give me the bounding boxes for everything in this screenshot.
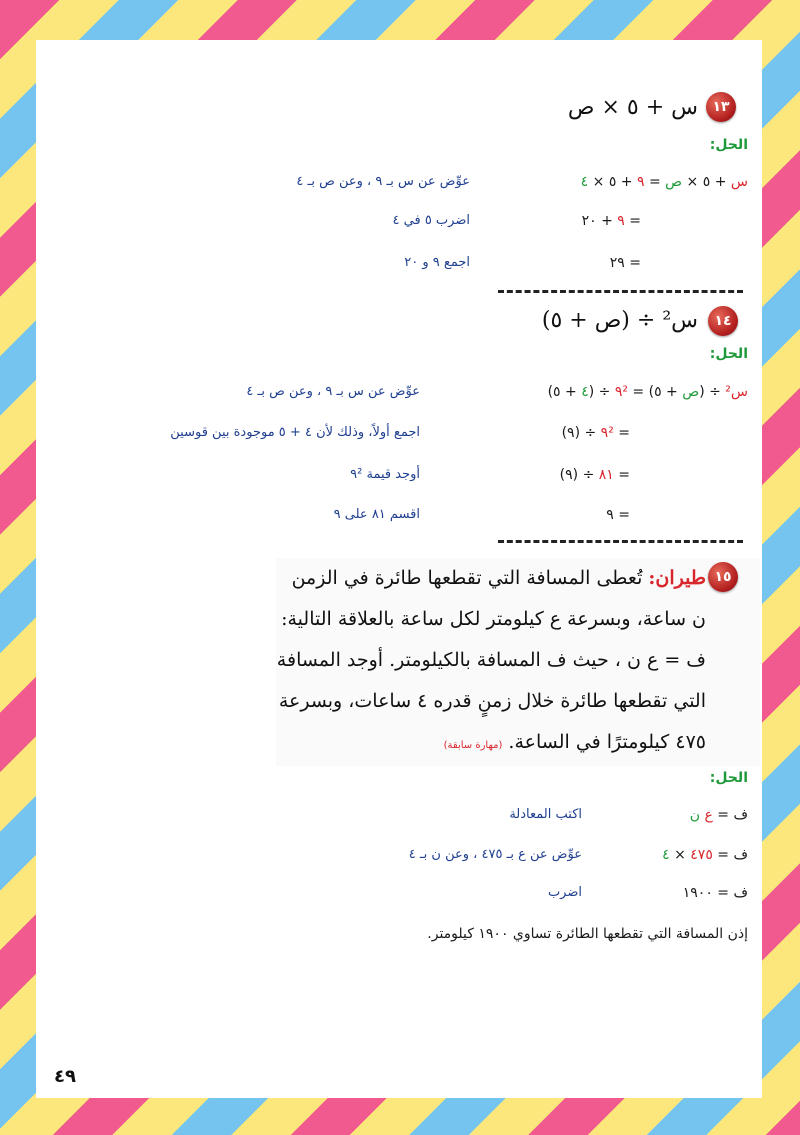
- problem-15-line-4: التي تقطعها طائرة خلال زمنٍ قدره ٤ ساعات، وبسرعة: [278, 690, 706, 712]
- value-81: ٨١: [598, 467, 614, 483]
- problem-14-step-3-note: أوجد قيمة ٩²: [350, 467, 420, 482]
- var-s: س: [730, 174, 748, 190]
- problem-14-step-2-note: اجمع أولاً، وذلك لأن ٤ + ٥ موجودة بين قوسين: [170, 425, 420, 440]
- problem-15-step-1: [690, 807, 748, 823]
- problem-15-line-1: [226, 558, 706, 599]
- problem-15-step-2-note: عوِّض عن ع بـ ٤٧٥ ، وعن ن بـ ٤: [408, 847, 582, 862]
- value-9: ٩: [636, 174, 645, 190]
- expr-part: + ٥ ×: [588, 174, 637, 190]
- equals: =: [613, 425, 630, 441]
- expr-part: + ٥): [547, 384, 582, 400]
- value-4: ٤: [580, 174, 589, 190]
- problem-15-solution-label: الحل:: [709, 770, 748, 786]
- problem-14-solution-label: الحل:: [709, 346, 748, 362]
- problem-15-step-3-note: اضرب: [547, 885, 582, 900]
- divider: [498, 540, 743, 543]
- value-4: ٤: [581, 384, 589, 400]
- expr-part: ÷ (: [699, 384, 726, 400]
- previous-skill-tag: (مهارة سابقة): [443, 740, 503, 751]
- problem-14-step-2: [562, 425, 630, 441]
- problem-15-step-3: ف = ١٩٠٠: [682, 885, 748, 901]
- problem-13-step-2-note: اضرب ٥ في ٤: [392, 213, 470, 228]
- problem-15-step-1-note: اكتب المعادلة: [509, 807, 582, 822]
- problem-13-solution-label: الحل:: [709, 137, 748, 153]
- problem-15-line-3: ف = ع ن ، حيث ف المسافة بالكيلومتر. أوجد المسافة: [276, 649, 706, 671]
- problem-15-step-2: [662, 847, 748, 863]
- problem-14-badge: ١٤: [708, 306, 738, 336]
- expr-part: + ٥ ×: [682, 174, 731, 190]
- problem-15-statement: [226, 558, 706, 766]
- var-s2: ص: [665, 174, 683, 190]
- expr-part: + ٢٠: [581, 213, 618, 229]
- problem-15-line-2: ن ساعة، وبسرعة ع كيلومتر لكل ساعة بالعلاقة التالية:: [281, 608, 706, 630]
- problem-14-step-3: [560, 467, 630, 483]
- equals: =: [613, 467, 630, 483]
- expr-part: ÷ (٩): [559, 467, 599, 483]
- times: ×: [669, 847, 691, 863]
- problem-13-step-3: = ٢٩: [609, 255, 641, 271]
- value-9-squared: ٩²: [600, 425, 614, 441]
- expr-part: ف =: [712, 847, 748, 863]
- problem-14-step-4: = ٩: [606, 507, 630, 523]
- problem-14-step-1: [548, 384, 748, 400]
- var-nun: ن: [689, 807, 701, 823]
- page-number: ٤٩: [54, 1066, 76, 1087]
- problem-15-line-5-text: ٤٧٥ كيلومترًا في الساعة.: [508, 731, 706, 753]
- value-9: ٩: [617, 213, 625, 229]
- problem-13-step-1-note: عوِّض عن س بـ ٩ ، وعن ص بـ ٤: [296, 174, 470, 189]
- expr-part: ف =: [712, 807, 748, 823]
- problem-13-badge: ١٣: [706, 92, 736, 122]
- problem-14-step-4-note: اقسم ٨١ على ٩: [333, 507, 420, 522]
- divider: [498, 290, 743, 293]
- problem-13-step-1: [581, 174, 748, 190]
- problem-13-step-2: [582, 213, 641, 229]
- var-s2: ص: [682, 384, 700, 400]
- var-s-squared: س²: [725, 384, 748, 400]
- equals: =: [644, 174, 666, 190]
- page: [36, 40, 762, 1098]
- equals: =: [624, 213, 641, 229]
- value-9-squared: ٩²: [614, 384, 628, 400]
- problem-15-line-5: [226, 722, 706, 766]
- problem-13-step-3-note: اجمع ٩ و ٢٠: [404, 255, 470, 270]
- expr-part: ÷ (: [588, 384, 615, 400]
- expr-part: ÷ (٩): [561, 425, 601, 441]
- value-475: ٤٧٥: [690, 847, 713, 863]
- value-4: ٤: [662, 847, 670, 863]
- var-ain: ع: [704, 807, 713, 823]
- problem-15-badge: ١٥: [708, 562, 738, 592]
- problem-15-topic: طيران:: [648, 567, 706, 589]
- problem-14-expression: س² ÷ (ص + ٥): [541, 308, 698, 333]
- problem-15-conclusion: إذن المسافة التي تقطعها الطائرة تساوي ١٩٠٠ كيلومتر.: [427, 926, 748, 942]
- expr-part: + ٥) =: [627, 384, 683, 400]
- problem-15-line-1-text: تُعطى المسافة التي تقطعها طائرة في الزمن: [291, 567, 643, 589]
- problem-14-step-1-note: عوِّض عن س بـ ٩ ، وعن ص بـ ٤: [246, 384, 420, 399]
- problem-13-expression: س + ٥ × ص: [567, 95, 698, 120]
